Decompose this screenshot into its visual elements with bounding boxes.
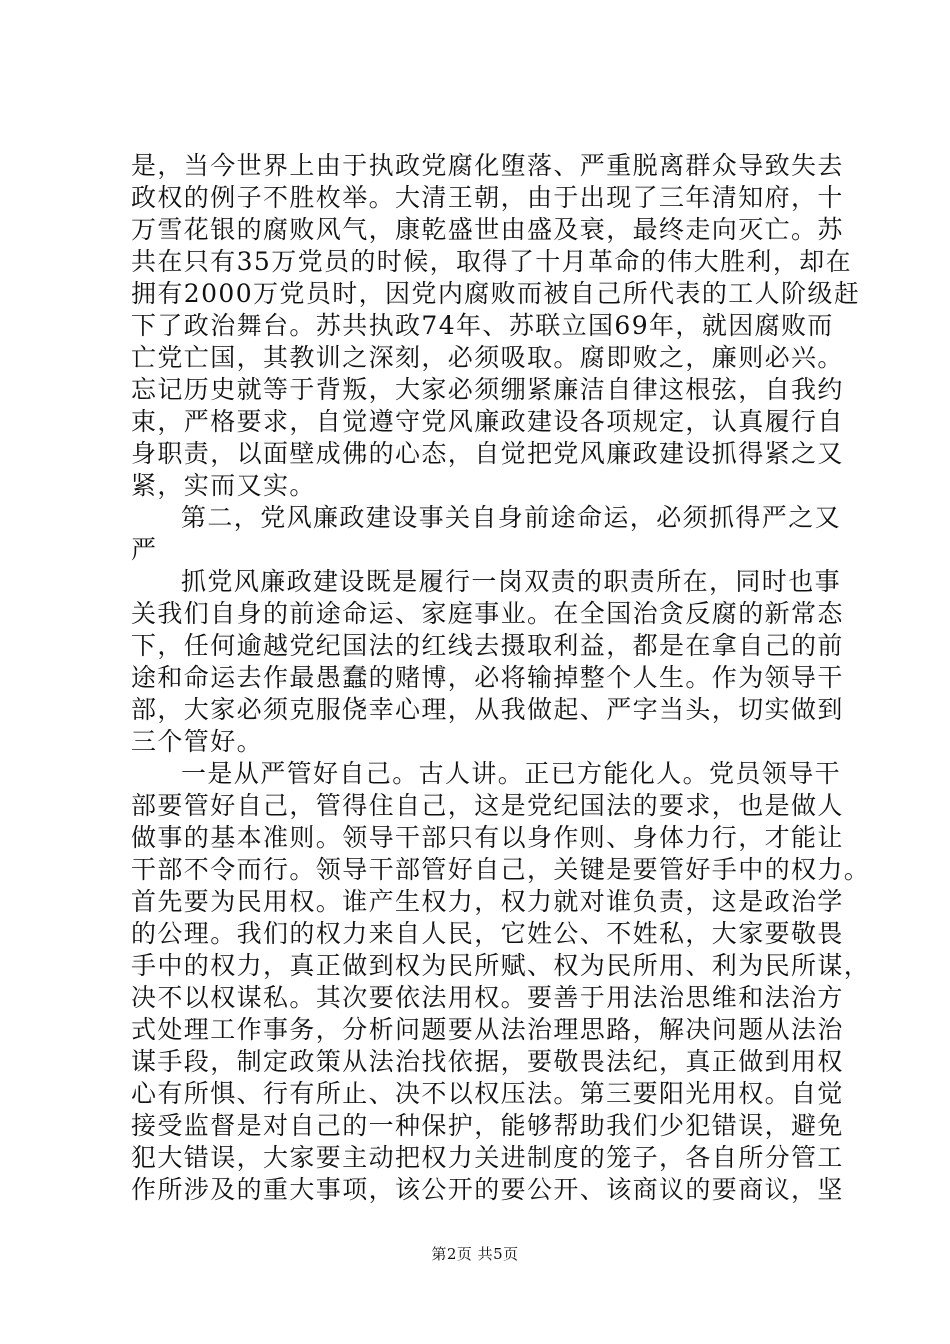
text-line: 式处理工作事务，分析问题要从法治理思路，解决问题从法治: [131, 1015, 844, 1044]
text-line: 关我们自身的前途命运、家庭事业。在全国治贪反腐的新常态: [131, 599, 844, 628]
text-line: 三个管好。: [131, 727, 264, 756]
text-line: 部要管好自己，管得住自己，这是党纪国法的要求，也是做人: [131, 791, 844, 820]
text-line: 束，严格要求，自觉遵守党风廉政建设各项规定，认真履行自: [131, 407, 844, 436]
text-line: 决不以权谋私。其次要依法用权。要善于用法治思维和法治方: [131, 983, 844, 1012]
section-heading: 第二，党风廉政建设事关自身前途命运，必须抓得严之又: [181, 503, 842, 532]
text-line: 万雪花银的腐败风气，康乾盛世由盛及衰，最终走向灭亡。苏: [131, 215, 844, 244]
text-line: 的公理。我们的权力来自人民，它姓公、不姓私，大家要敬畏: [131, 919, 844, 948]
text-line: 作所涉及的重大事项，该公开的要公开、该商议的要商议，坚: [131, 1175, 844, 1204]
page-number-footer: 第2页 共5页: [431, 1245, 519, 1263]
text-line: 做事的基本准则。领导干部只有以身作则、身体力行，才能让: [131, 823, 844, 852]
text-line: 拥有2000万党员时，因党内腐败而被自己所代表的工人阶级赶: [131, 279, 861, 308]
text-line: 首先要为民用权。谁产生权力，权力就对谁负责，这是政治学: [131, 887, 844, 916]
text-line: 亡党亡国，其教训之深刻，必须吸取。腐即败之，廉则必兴。: [131, 343, 844, 372]
text-line: 身职责，以面壁成佛的心态，自觉把党风廉政建设抓得紧之又: [131, 439, 844, 468]
text-line: 途和命运去作最愚蠢的赌博，必将输掉整个人生。作为领导干: [131, 663, 844, 692]
text-line: 接受监督是对自己的一种保护，能够帮助我们少犯错误，避免: [131, 1111, 844, 1140]
text-line: 心有所惧、行有所止、决不以权压法。第三要阳光用权。自觉: [131, 1079, 844, 1108]
text-line: 共在只有35万党员的时候，取得了十月革命的伟大胜利，却在: [131, 247, 853, 276]
section-heading-continued: 严: [131, 535, 158, 564]
text-line: 谋手段，制定政策从法治找依据，要敬畏法纪，真正做到用权: [131, 1047, 844, 1076]
text-line: 一是从严管好自己。古人讲。正已方能化人。党员领导干: [181, 759, 842, 788]
text-line: 抓党风廉政建设既是履行一岗双责的职责所在，同时也事: [181, 567, 842, 596]
document-body: [131, 150, 871, 1206]
text-line: 手中的权力，真正做到权为民所赋、权为民所用、利为民所谋，: [131, 951, 871, 980]
text-line: 下了政治舞台。苏共执政74年、苏联立国69年，就因腐败而: [131, 311, 834, 340]
text-line: 犯大错误，大家要主动把权力关进制度的笼子，各自所分管工: [131, 1143, 844, 1172]
text-line: 紧，实而又实。: [131, 471, 316, 500]
text-line: 干部不令而行。领导干部管好自己，关键是要管好手中的权力。: [131, 855, 871, 884]
text-line: 是，当今世界上由于执政党腐化堕落、严重脱离群众导致失去: [131, 151, 844, 180]
text-line: 政权的例子不胜枚举。大清王朝，由于出现了三年清知府，十: [131, 183, 844, 212]
text-line: 下，任何逾越党纪国法的红线去摄取利益，都是在拿自己的前: [131, 631, 844, 660]
text-line: 忘记历史就等于背叛，大家必须绷紧廉洁自律这根弦，自我约: [131, 375, 844, 404]
text-line: 部，大家必须克服侥幸心理，从我做起、严字当头，切实做到: [131, 695, 844, 724]
